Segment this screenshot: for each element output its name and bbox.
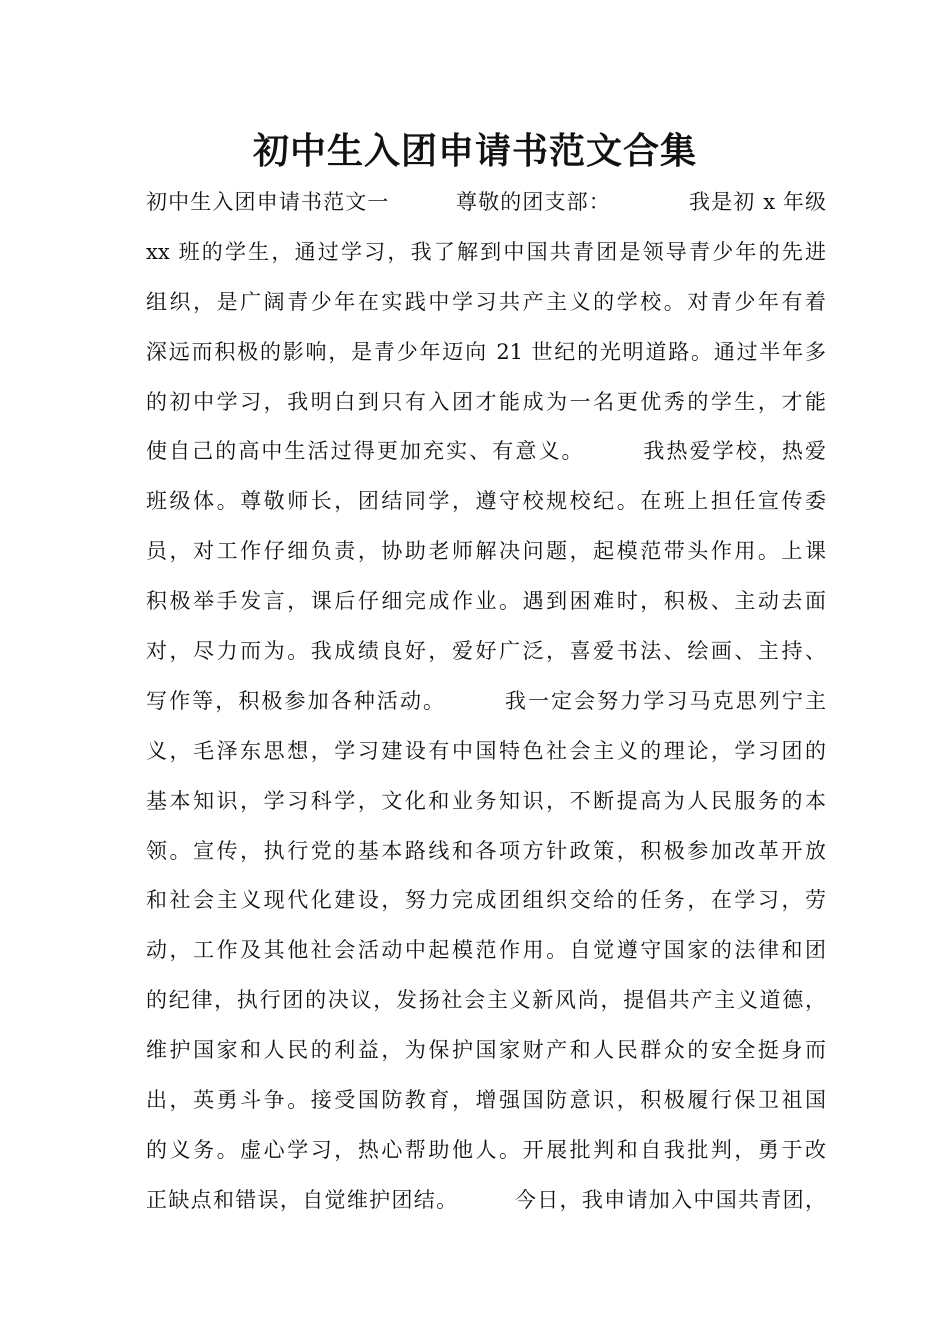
body-line: 正缺点和错误，自觉维护团结。 今日，我申请加入中国共青团， xyxy=(146,1187,826,1212)
document-title: 初中生入团申请书范文合集 xyxy=(252,131,697,172)
body-line: 和社会主义现代化建设，努力完成团组织交给的任务，在学习，劳 xyxy=(146,888,826,913)
body-line: 员，对工作仔细负责，协助老师解决问题，起模范带头作用。上课 xyxy=(146,539,826,564)
body-line: 组织，是广阔青少年在实践中学习共产主义的学校。对青少年有着 xyxy=(146,289,826,314)
body-line: 使自己的高中生活过得更加充实、有意义。 我热爱学校，热爱 xyxy=(146,439,826,464)
body-line: 的义务。虚心学习，热心帮助他人。开展批判和自我批判，勇于改 xyxy=(146,1137,826,1162)
body-line: 基本知识，学习科学，文化和业务知识，不断提高为人民服务的本 xyxy=(146,788,826,813)
body-line: 的纪律，执行团的决议，发扬社会主义新风尚，提倡共产主义道德， xyxy=(146,988,826,1013)
body-line: 的初中学习，我明白到只有入团才能成为一名更优秀的学生，才能 xyxy=(146,389,826,414)
body-line: 对，尽力而为。我成绩良好，爱好广泛，喜爱书法、绘画、主持、 xyxy=(146,639,826,664)
document-body xyxy=(146,178,826,1226)
body-line: 初中生入团申请书范文一 尊敬的团支部： 我是初 x 年级 xyxy=(146,190,826,214)
body-line: 维护国家和人民的利益，为保护国家财产和人民群众的安全挺身而 xyxy=(146,1038,826,1063)
body-line: xx 班的学生，通过学习，我了解到中国共青团是领导青少年的先进 xyxy=(146,239,826,264)
body-line: 深远而积极的影响，是青少年迈向 21 世纪的光明道路。通过半年多 xyxy=(146,339,826,364)
body-line: 领。宣传，执行党的基本路线和各项方针政策，积极参加改革开放 xyxy=(146,838,826,863)
body-line: 写作等，积极参加各种活动。 我一定会努力学习马克思列宁主 xyxy=(146,688,826,713)
body-line: 出，英勇斗争。接受国防教育，增强国防意识，积极履行保卫祖国 xyxy=(146,1088,826,1113)
body-line: 班级体。尊敬师长，团结同学，遵守校规校纪。在班上担任宣传委 xyxy=(146,489,826,514)
body-line: 义，毛泽东思想，学习建设有中国特色社会主义的理论，学习团的 xyxy=(146,738,826,763)
body-line: 积极举手发言，课后仔细完成作业。遇到困难时，积极、主动去面 xyxy=(146,589,826,614)
body-line: 动，工作及其他社会活动中起模范作用。自觉遵守国家的法律和团 xyxy=(146,938,826,963)
